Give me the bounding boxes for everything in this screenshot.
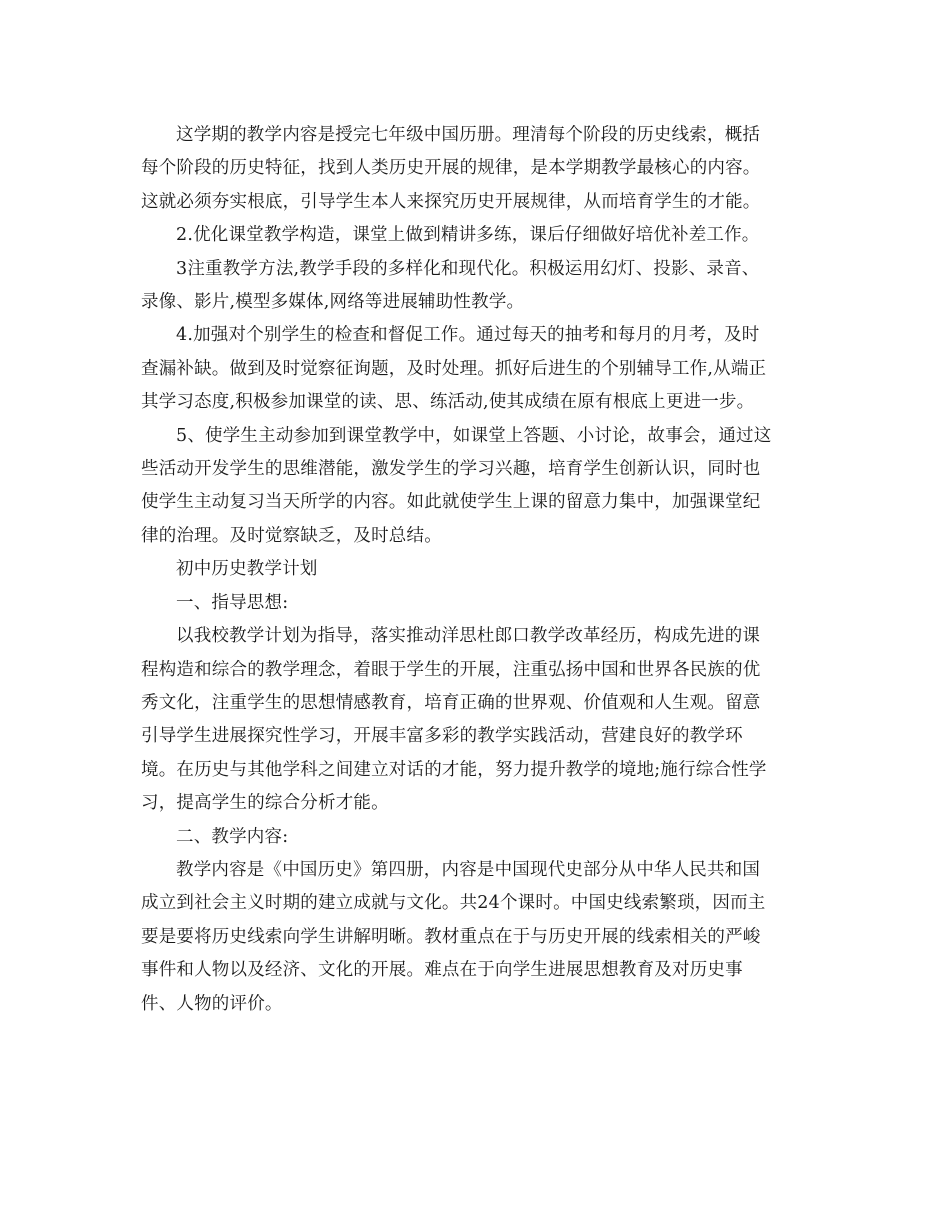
text-line: 这学期的教学内容是授完七年级中国历册。理清每个阶段的历史线索，概括 [176,125,761,145]
text-line: 事件和人物以及经济、文化的开展。难点在于向学生进展思想教育及对历史事 [141,960,743,981]
text-line: 查漏补缺。做到及时觉察征询题，及时处理。抓好后进生的个别辅导工作,从端正 [141,358,767,379]
text-line: 2.优化课堂教学构造，课堂上做到精讲多练，课后仔细做好培优补差工作。 [176,225,760,246]
text-line: 以我校教学计划为指导，落实推动洋思杜郎口教学改革经历，构成先进的课 [176,626,761,647]
text-line: 律的治理。及时觉察缺乏，及时总结。 [141,525,442,546]
section-heading: 二、教学内容: [176,826,289,847]
text-line: 程构造和综合的教学理念，着眼于学生的开展，注重弘扬中国和世界各民族的优 [141,659,761,680]
text-line: 秀文化，注重学生的思想情感教育，培育正确的世界观、价值观和人生观。留意 [141,692,761,713]
text-line: 录像、影片,模型多媒体,网络等进展辅助性教学。 [141,292,525,313]
text-line: 每个阶段的历史特征，找到人类历史开展的规律，是本学期教学最核心的内容。 [141,158,761,179]
section-heading: 一、指导思想: [176,592,289,613]
text-line: 3注重教学方法,教学手段的多样化和现代化。积极运用幻灯、投影、录音、 [176,258,760,279]
text-line: 使学生主动复习当天所学的内容。如此就使学生上课的留意力集中，加强课堂纪 [141,492,761,513]
text-line: 成立到社会主义时期的建立成就与文化。共24个课时。中国史线索繁琐，因而主 [141,893,766,914]
text-line: 4.加强对个别学生的检查和督促工作。通过每天的抽考和每月的月考，及时 [176,325,760,346]
text-line: 5、使学生主动参加到课堂教学中，如课堂上答题、小讨论，故事会，通过这 [176,425,772,446]
text-line: 这就必须夯实根底，引导学生本人来探究历史开展规律，从而培育学生的才能。 [141,191,761,212]
text-line: 习，提高学生的综合分析才能。 [141,793,389,814]
text-line: 境。在历史与其他学科之间建立对话的才能，努力提升教学的境地;施行综合性学 [141,759,767,780]
text-line: 件、人物的评价。 [141,993,283,1014]
section-title: 初中历史教学计划 [176,559,318,580]
text-line: 其学习态度,积极参加课堂的读、思、练活动,使其成绩在原有根底上更进一步。 [141,392,755,413]
text-line: 要是要将历史线索向学生讲解明晰。教材重点在于与历史开展的线索相关的严峻 [141,926,761,947]
text-line: 些活动开发学生的思维潜能，激发学生的学习兴趣，培育学生创新认识，同时也 [141,459,761,480]
document-body [141,119,811,1021]
text-line: 引导学生进展探究性学习，开展丰富多彩的教学实践活动，营建良好的教学环 [141,726,743,747]
text-line: 教学内容是《中国历史》第四册，内容是中国现代史部分从中华人民共和国 [176,859,761,880]
